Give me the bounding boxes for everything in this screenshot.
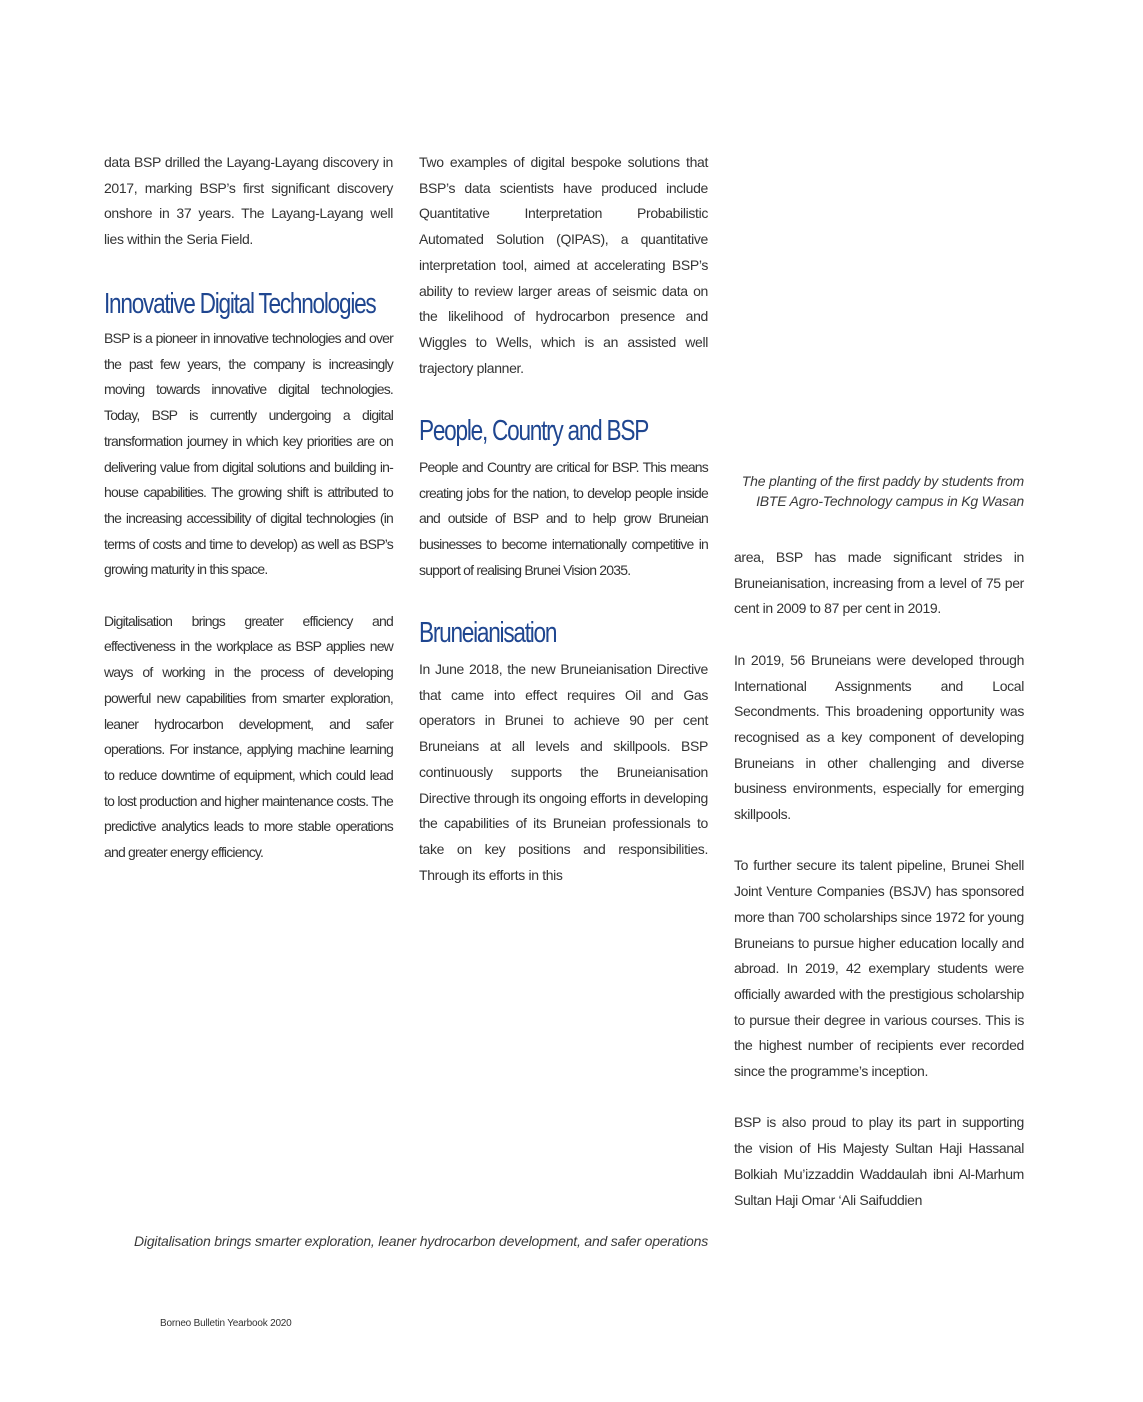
column-3-body	[734, 545, 1024, 1213]
heading-innovative-digital-technologies: Innovative Digital Technologies	[104, 288, 376, 320]
column-1-body	[104, 326, 393, 866]
column-1-intro-text: data BSP drilled the Layang-Layang discovery in 2017, marking BSP’s first significant discovery onshore in 37 years. The Layang-Layang well lies within the Seria Field.	[104, 154, 393, 248]
column-3-para-4: BSP is also proud to play its part in supporting the vision of His Majesty Sultan Haji Hassanal Bolkiah Mu’izzaddin Waddaulah ibni Al-Marhum Sultan Haji Omar ‘Ali Saifuddien	[734, 1114, 1024, 1208]
column-1-intro	[104, 150, 393, 253]
column-2-para-2-block	[419, 657, 708, 888]
column-1-para-2: Digitalisation brings greater efficiency and effectiveness in the workplace as BSP applies new ways of working in the process of developing powerful new capabilities from smarter exploration, leaner hydrocarbon development, and safer operations. For instance, applying machine learning to reduce downtime of equipment, which could lead to lost production and higher maintenance costs. The predictive analytics leads to more stable operations and greater energy efficiency.	[104, 612, 393, 861]
heading-bruneianisation: Bruneianisation	[419, 617, 557, 649]
page-footer: Borneo Bulletin Yearbook 2020	[160, 1318, 292, 1329]
column-2-intro-text: Two examples of digital bespoke solutions that BSP’s data scientists have produced include Quantitative Interpretation Probabilistic Automated Solution (QIPAS), a quantitative interpretation tool, aimed at accelerating BSP’s ability to review larger areas of seismic data on the likelihood of hydrocarbon presence and Wiggles to Wells, which is an assisted well trajectory planner.	[419, 154, 708, 376]
column-2-intro	[419, 150, 708, 381]
column-1-para-1: BSP is a pioneer in innovative technologies and over the past few years, the company is increasingly moving towards innovative digital technologies. Today, BSP is currently undergoing a digital transformation journey in which key priorities are on delivering value from digital solutions and building in-house capabilities. The growing shift is attributed to the increasing accessibility of digital technologies (in terms of costs and time to develop) as well as BSP’s growing maturity in this space.	[104, 330, 393, 578]
column-3-para-2: In 2019, 56 Bruneians were developed through International Assignments and Local Secondments. This broadening opportunity was recognised as a key component of developing Bruneians in other challenging and diverse business environments, especially for emerging skillpools.	[734, 651, 1024, 823]
column-3-para-1: area, BSP has made significant strides in Bruneianisation, increasing from a level of 75 per cent in 2009 to 87 per cent in 2019.	[734, 549, 1024, 617]
photo-caption-paddy: The planting of the first paddy by students from IBTE Agro-Technology campus in Kg Wasan	[741, 473, 1024, 509]
column-2-para-2: In June 2018, the new Bruneianisation Directive that came into effect requires Oil and Gas operators in Brunei to achieve 90 per cent Bruneians at all levels and skillpools. BSP continuously supports the Bruneianisation Directive through its ongoing efforts in developing the capabilities of its Bruneian professionals to take on key positions and responsibilities. Through its efforts in this	[419, 661, 708, 883]
column-2-para-1-block	[419, 455, 708, 584]
column-2-para-1: People and Country are critical for BSP. This means creating jobs for the nation, to develop people inside and outside of BSP and to help grow Bruneian businesses to become internationally competitive in support of realising Brunei Vision 2035.	[419, 459, 708, 578]
column-3-para-3: To further secure its talent pipeline, Brunei Shell Joint Venture Companies (BSJV) has sponsored more than 700 scholarships since 1972 for young Bruneians to pursue higher education locally and abroad. In 2019, 42 exemplary students were officially awarded with the prestigious scholarship to pursue their degree in various courses. This is the highest number of recipients ever recorded since the programme’s inception.	[734, 857, 1024, 1080]
heading-people-country-bsp: People, Country and BSP	[419, 415, 649, 447]
photo-caption-digitalisation: Digitalisation brings smarter exploration, leaner hydrocarbon development, and safer operations	[134, 1233, 708, 1249]
